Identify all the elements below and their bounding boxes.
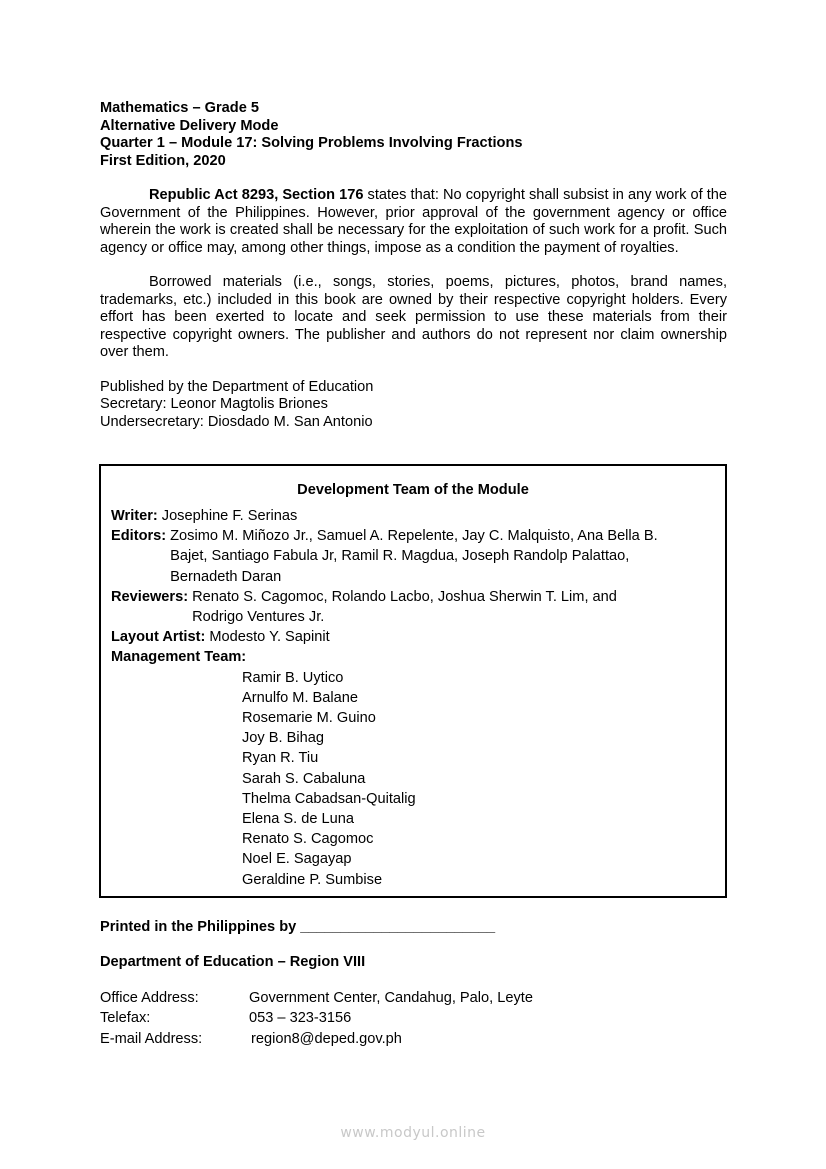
office-address-row: [100, 988, 533, 1008]
management-row: [111, 647, 715, 667]
telefax-label: Telefax:: [100, 1010, 151, 1027]
email-row: [100, 1029, 533, 1049]
copyright-law-reference: Republic Act 8293, Section 176: [149, 187, 364, 203]
secretary: Secretary: Leonor Magtolis Briones: [100, 396, 328, 412]
writer-label: Writer:: [111, 508, 158, 524]
copyright-text: states that: No copyright shall subsist in any work of the Government of the Philippines. However, prior approval of the government agency or office wherein the work is created shall be necessary for the exploitation of such work for a profit. Such agency or office may, among other things, impose as a condition the payment of royalties.: [100, 187, 727, 256]
region-heading: Department of Education – Region VIII: [100, 954, 366, 970]
email-label: E-mail Address:: [100, 1030, 203, 1047]
writer-name: Josephine F. Serinas: [161, 508, 298, 524]
team-title: Development Team of the Module: [297, 482, 529, 498]
management-member: Geraldine P. Sumbise: [242, 871, 383, 888]
page-body: [100, 100, 727, 431]
email-value: region8@deped.gov.ph: [251, 1030, 402, 1047]
undersecretary: Undersecretary: Diosdado M. San Antonio: [100, 413, 373, 430]
office-address-value: Government Center, Candahug, Palo, Leyte: [249, 990, 533, 1006]
office-address-label: Office Address:: [100, 990, 199, 1006]
layout-artist-name: Modesto Y. Sapinit: [209, 629, 330, 646]
management-member: Joy B. Bihag: [242, 730, 324, 747]
reviewers-names: Renato S. Cagomoc, Rolando Lacbo, Joshua Sherwin T. Lim, and Rodrigo Ventures Jr.: [192, 588, 617, 626]
reviewers-row: [111, 587, 715, 627]
title-block: [100, 100, 727, 170]
publisher-block: [100, 379, 727, 432]
management-member: Noel E. Sagayap: [242, 851, 352, 868]
telefax-value: 053 – 323-3156: [249, 1010, 352, 1027]
subject-grade: Mathematics – Grade 5: [100, 100, 259, 116]
edition: First Edition, 2020: [100, 152, 226, 169]
layout-artist-label: Layout Artist:: [111, 629, 206, 646]
copyright-paragraph: [100, 187, 727, 257]
editors-row: [111, 526, 715, 587]
layout-artist-row: [111, 627, 715, 647]
watermark: www.modyul.online: [340, 1125, 486, 1141]
management-member: Thelma Cabadsan-Quitalig: [242, 790, 416, 807]
writer-row: [111, 506, 715, 526]
reviewers-label: Reviewers:: [111, 588, 189, 605]
management-label: Management Team:: [111, 649, 247, 666]
contact-block: [100, 988, 533, 1049]
module-title: Quarter 1 – Module 17: Solving Problems Involving Fractions: [100, 135, 523, 151]
management-member: Ramir B. Uytico: [242, 669, 344, 686]
management-list: [111, 668, 715, 890]
management-member: Ryan R. Tiu: [242, 750, 319, 767]
management-member: Arnulfo M. Balane: [242, 689, 359, 706]
management-member: Sarah S. Cabaluna: [242, 770, 366, 787]
published-by: Published by the Department of Education: [100, 378, 374, 395]
borrowed-materials-paragraph: Borrowed materials (i.e., songs, stories, poems, pictures, photos, brand names, trademarks, etc.) included in this book are owned by their respective copyright holders. Every effort has been exerted to locate and seek permission to use these materials from their respective copyright owners. The publisher and authors do not represent nor claim ownership over them.: [100, 274, 727, 360]
management-member: Renato S. Cagomoc: [242, 831, 374, 848]
printed-by-line: Printed in the Philippines by ________________________: [100, 919, 496, 935]
management-member: Rosemarie M. Guino: [242, 710, 376, 727]
telefax-row: [100, 1008, 533, 1028]
delivery-mode: Alternative Delivery Mode: [100, 117, 279, 134]
editors-label: Editors:: [111, 528, 167, 545]
editors-names: Zosimo M. Miñozo Jr., Samuel A. Repelente, Jay C. Malquisto, Ana Bella B. Bajet, Santiago Fabula Jr, Ramil R. Magdua, Joseph Randolp Palattao, Bernadeth Daran: [170, 528, 658, 585]
development-team-box: [99, 464, 727, 898]
management-member: Elena S. de Luna: [242, 811, 354, 828]
